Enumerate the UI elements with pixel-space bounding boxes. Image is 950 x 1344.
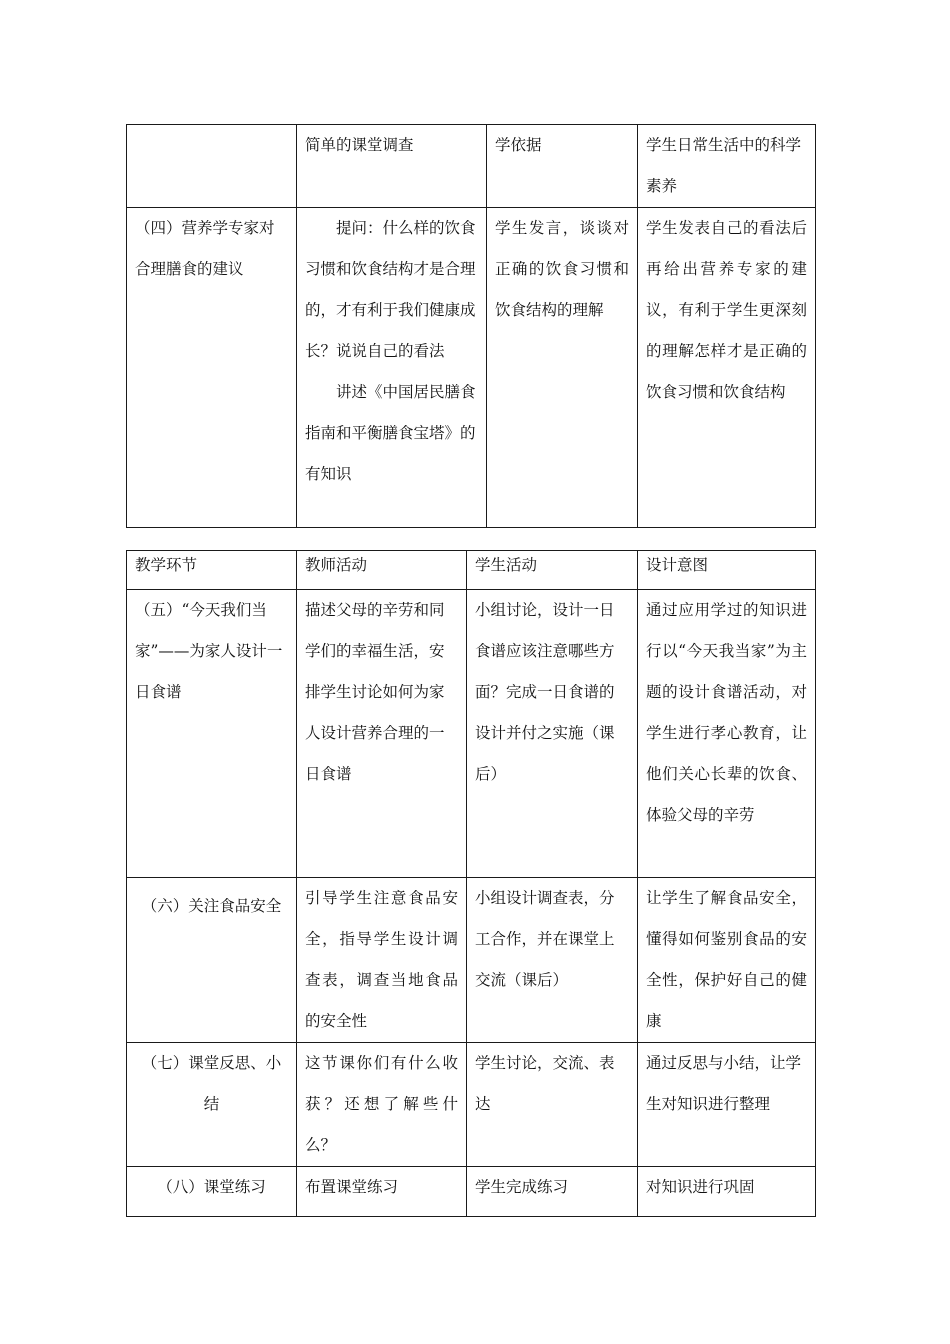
teacher-activity-cell: 描述父母的辛劳和同学们的幸福生活，安排学生讨论如何为家人设计营养合理的一日食谱 xyxy=(297,590,467,878)
stage-cell: （四）营养学专家对合理膳食的建议 xyxy=(127,208,297,528)
design-intent-cell: 学生发表自己的看法后再给出营养专家的建议，有利于学生更深刻的理解怎样才是正确的饮食习惯和饮食结构 xyxy=(638,208,816,528)
design-intent-cell: 让学生了解食品安全，懂得如何鉴别食品的安全性，保护好自己的健康 xyxy=(638,878,816,1043)
lesson-table xyxy=(126,550,816,1217)
teacher-activity-paragraph: 提问：什么样的饮食习惯和饮食结构才是合理的，才有利于我们健康成长？说说自己的看法 xyxy=(305,219,476,360)
student-activity-cell: 学生完成练习 xyxy=(467,1167,638,1217)
column-header-student-activity: 学生活动 xyxy=(467,551,638,590)
design-intent-cell: 通过应用学过的知识进行以“今天我当家”为主题的设计食谱活动，对学生进行孝心教育，让他们关心长辈的饮食、体验父母的辛劳 xyxy=(638,590,816,878)
student-activity-cell: 小组设计调查表，分工合作，并在课堂上交流（课后） xyxy=(467,878,638,1043)
lesson-table-continued xyxy=(126,124,816,528)
student-activity-cell: 小组讨论，设计一日食谱应该注意哪些方面？完成一日食谱的设计并付之实施（课后） xyxy=(467,590,638,878)
stage-cell: （七）课堂反思、小结 xyxy=(127,1043,297,1167)
teacher-activity-cell: 简单的课堂调查 xyxy=(297,125,487,208)
column-header-design-intent: 设计意图 xyxy=(638,551,816,590)
design-intent-cell: 通过反思与小结，让学生对知识进行整理 xyxy=(638,1043,816,1167)
table-row xyxy=(127,208,816,528)
table-row xyxy=(127,878,816,1043)
design-intent-cell: 学生日常生活中的科学素养 xyxy=(638,125,816,208)
column-header-stage: 教学环节 xyxy=(127,551,297,590)
column-header-teacher-activity: 教师活动 xyxy=(297,551,467,590)
stage-cell: （八）课堂练习 xyxy=(127,1167,297,1217)
teacher-activity-cell: 布置课堂练习 xyxy=(297,1167,467,1217)
student-activity-cell: 学生发言，谈谈对正确的饮食习惯和饮食结构的理解 xyxy=(487,208,638,528)
table-row xyxy=(127,125,816,208)
design-intent-cell: 对知识进行巩固 xyxy=(638,1167,816,1217)
teacher-activity-cell xyxy=(297,208,487,528)
teacher-activity-paragraph: 讲述《中国居民膳食指南和平衡膳食宝塔》的有知识 xyxy=(305,383,476,483)
stage-cell: （六）关注食品安全 xyxy=(127,878,297,1043)
teacher-activity-cell: 这节课你们有什么收获？还想了解些什么？ xyxy=(297,1043,467,1167)
teacher-activity-cell: 引导学生注意食品安全，指导学生设计调查表，调查当地食品的安全性 xyxy=(297,878,467,1043)
student-activity-cell: 学生讨论，交流、表达 xyxy=(467,1043,638,1167)
student-activity-cell: 学依据 xyxy=(487,125,638,208)
stage-cell xyxy=(127,125,297,208)
table-row xyxy=(127,590,816,878)
stage-cell: （五）“今天我们当家”——为家人设计一日食谱 xyxy=(127,590,297,878)
table-row xyxy=(127,1043,816,1167)
table-row xyxy=(127,1167,816,1217)
table-header-row xyxy=(127,551,816,590)
